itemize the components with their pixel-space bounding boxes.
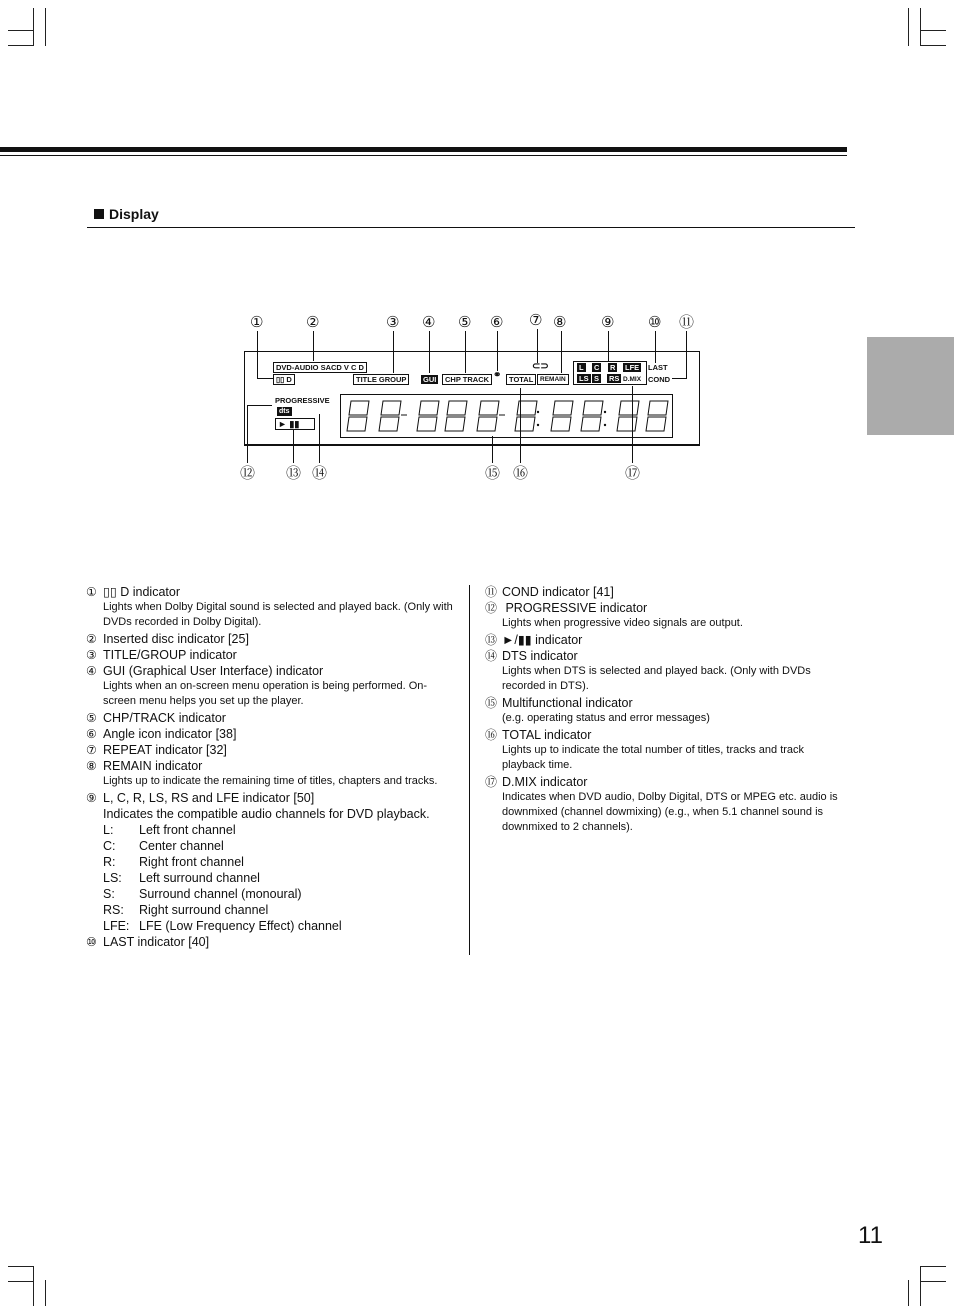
ch-l: L [579, 363, 584, 372]
right-item-16 [485, 727, 847, 743]
channel-value: Left surround channel [139, 871, 260, 885]
dts-logo: dts [279, 408, 290, 415]
dd-text: D [286, 375, 292, 384]
channel-key: C: [103, 839, 116, 853]
section-rule [87, 227, 855, 228]
item-label: LAST indicator [40] [103, 935, 210, 949]
dolby-digital-label [273, 374, 295, 385]
item-label: PROGRESSIVE indicator [502, 601, 648, 615]
dmix-label: D.MIX [623, 376, 642, 383]
item-description: (e.g. operating status and error messages) [502, 712, 710, 724]
left-item-2 [86, 631, 456, 647]
callout-4: ④ [422, 313, 436, 331]
callout-5: ⑤ [458, 313, 472, 331]
item-label: D.MIX indicator [502, 775, 588, 789]
item-number: ⑥ [86, 727, 97, 741]
item-number: ⑬ [485, 633, 498, 647]
crop-mark [8, 1266, 34, 1267]
cond-label: COND [648, 375, 671, 384]
item-label: TOTAL indicator [502, 728, 592, 742]
channel-row [86, 854, 456, 870]
channel-row [86, 918, 456, 934]
channel-key: L: [103, 823, 114, 837]
item-number: ⑧ [86, 759, 97, 773]
crop-mark [920, 30, 946, 31]
callout-7: ⑦ [529, 311, 543, 329]
left-item-4 [86, 663, 456, 679]
crop-mark [920, 8, 921, 46]
channel-key: S: [103, 887, 115, 901]
item-label: DTS indicator [502, 649, 578, 663]
callout-16: ⑯ [513, 464, 529, 482]
callout-1: ① [250, 313, 264, 331]
left-item-5 [86, 710, 456, 726]
crop-mark [908, 1280, 909, 1306]
repeat-icon: ⊂⊃ [532, 361, 549, 372]
total-label: TOTAL [506, 374, 536, 385]
channel-key: RS: [103, 903, 124, 917]
channel-value: Right front channel [139, 855, 244, 869]
item-number: ① [86, 585, 97, 599]
callout-9: ⑨ [601, 313, 615, 331]
callout-6: ⑥ [490, 313, 504, 331]
crop-mark [33, 8, 34, 46]
item-label: COND indicator [41] [502, 585, 614, 599]
dvd-audio-label: DVD-AUDIO SACD V C D [273, 362, 367, 373]
callout-2: ② [306, 313, 320, 331]
right-item-14 [485, 648, 847, 664]
dolby-dd-icon: ▯▯ [103, 585, 121, 599]
item-number: ③ [86, 648, 97, 662]
page-number: 11 [858, 1222, 883, 1249]
column-divider [469, 585, 470, 955]
callout-13: ⑬ [286, 464, 302, 482]
callout-15: ⑮ [485, 464, 501, 482]
item-number: ⑯ [485, 728, 498, 742]
left-item-8 [86, 758, 456, 774]
crop-mark [45, 1280, 46, 1306]
channel-value: Right surround channel [139, 903, 269, 917]
item-number: ⑮ [485, 696, 498, 710]
crop-mark [8, 1281, 34, 1282]
crop-mark [8, 45, 34, 46]
item-label: ►/▮▮ indicator [502, 633, 583, 647]
left-column [86, 584, 456, 950]
header-rule-thin [0, 155, 847, 156]
left-item-7 [86, 742, 456, 758]
channel-row [86, 886, 456, 902]
channel-key: R: [103, 855, 116, 869]
item-description: Lights up to indicate the total number of titles, tracks and track playback time. [502, 744, 805, 771]
item-number: ② [86, 632, 97, 646]
right-item-15 [485, 695, 847, 711]
item-label: CHP/TRACK indicator [103, 711, 226, 725]
channel-row [86, 822, 456, 838]
ch-c: C [594, 363, 600, 372]
item-description: Indicates when DVD audio, Dolby Digital, DTS or MPEG etc. audio is downmixed (channel dowmixing) (e.g., when 5.1 channel sound is downmixed to 2 channels). [502, 791, 838, 833]
callout-8: ⑧ [553, 313, 567, 331]
left-item-3 [86, 647, 456, 663]
item-label: REPEAT indicator [32] [103, 743, 227, 757]
channel-value: Center channel [139, 839, 224, 853]
channel-row [86, 838, 456, 854]
item-label: TITLE/GROUP indicator [103, 648, 237, 662]
item-label: REMAIN indicator [103, 759, 203, 773]
callout-17: ⑰ [625, 464, 641, 482]
callout-14: ⑭ [312, 464, 328, 482]
section-heading [94, 206, 159, 222]
item-number: ⑩ [86, 935, 97, 949]
item-description: Lights when progressive video signals are output. [502, 617, 743, 629]
item-number: ⑰ [485, 775, 498, 789]
segment-digits-icon [341, 395, 672, 437]
ch-lfe: LFE [625, 363, 640, 372]
right-item-12 [485, 600, 847, 616]
item-label: Multifunctional indicator [502, 696, 633, 710]
item-description: Lights when DTS is selected and played back. (Only with DVDs recorded in DTS). [502, 665, 811, 692]
crop-mark [920, 1266, 921, 1306]
chp-track-label: CHP TRACK [442, 374, 492, 385]
section-title: Display [109, 206, 159, 222]
crop-mark [920, 45, 946, 46]
channel-key: LFE: [103, 919, 130, 933]
item-label: Inserted disc indicator [25] [103, 632, 249, 646]
header-rule [0, 147, 847, 152]
square-bullet-icon [94, 209, 104, 219]
crop-mark [920, 1266, 946, 1267]
channel-value: Surround channel (monoural) [139, 887, 302, 901]
item-description: Lights up to indicate the remaining time of titles, chapters and tracks. [103, 775, 438, 787]
item-number: ④ [86, 664, 97, 678]
channel-value: Left front channel [139, 823, 236, 837]
item-label: D indicator [120, 585, 180, 599]
ch-rs: RS [609, 374, 620, 383]
left-item-6 [86, 726, 456, 742]
right-item-13 [485, 632, 847, 648]
right-item-11 [485, 584, 847, 600]
left-item-9 [86, 790, 456, 806]
multifunction-segment-display [340, 394, 673, 438]
channel-key: LS: [103, 871, 122, 885]
callout-11: ⑪ [679, 313, 695, 331]
crop-mark [45, 8, 46, 46]
item-number: ⑤ [86, 711, 97, 725]
right-column [485, 584, 847, 836]
left-item-10 [86, 934, 456, 950]
side-tab [867, 337, 954, 435]
last-label: LAST [648, 363, 668, 372]
item-subtext: Indicates the compatible audio channels for DVD playback. [103, 807, 430, 821]
callout-10: ⑩ [648, 313, 662, 331]
dolby-dd-icon: ▯▯ [276, 375, 287, 384]
item-description: Lights when an on-screen menu operation is being performed. On-screen menu helps you set up the player. [103, 680, 428, 707]
play-pause-icon: ► ▮▮ [275, 418, 315, 430]
ch-r: R [610, 363, 616, 372]
item-label: Angle icon indicator [38] [103, 727, 237, 741]
front-display-diagram [244, 351, 700, 446]
item-description: Lights when Dolby Digital sound is selected and played back. (Only with DVDs recorded in Dolby Digital). [103, 601, 453, 628]
item-number: ⑦ [86, 743, 97, 757]
left-item-1 [86, 584, 456, 600]
progressive-label: PROGRESSIVE [275, 396, 330, 405]
channel-value: LFE (Low Frequency Effect) channel [139, 919, 342, 933]
channel-row [86, 902, 456, 918]
crop-mark [920, 1281, 946, 1282]
crop-mark [33, 1266, 34, 1306]
item-number: ⑭ [485, 649, 498, 663]
item-number: ⑨ [86, 791, 97, 805]
callout-3: ③ [386, 313, 400, 331]
title-group-label: TITLE GROUP [353, 374, 409, 385]
ch-ls: LS [579, 374, 589, 383]
ch-s: S [594, 374, 600, 383]
crop-mark [908, 8, 909, 46]
channel-row [86, 870, 456, 886]
right-item-17 [485, 774, 847, 790]
item-label: GUI (Graphical User Interface) indicator [103, 664, 324, 678]
remain-label: REMAIN [537, 374, 569, 385]
gui-label: GUI [423, 375, 437, 384]
crop-mark [8, 30, 34, 31]
item-label: L, C, R, LS, RS and LFE indicator [50] [103, 791, 315, 805]
item-number: ⑫ [485, 601, 498, 615]
item-number: ⑪ [485, 585, 498, 599]
callout-12: ⑫ [240, 464, 256, 482]
angle-icon: ⚭ [493, 370, 502, 381]
